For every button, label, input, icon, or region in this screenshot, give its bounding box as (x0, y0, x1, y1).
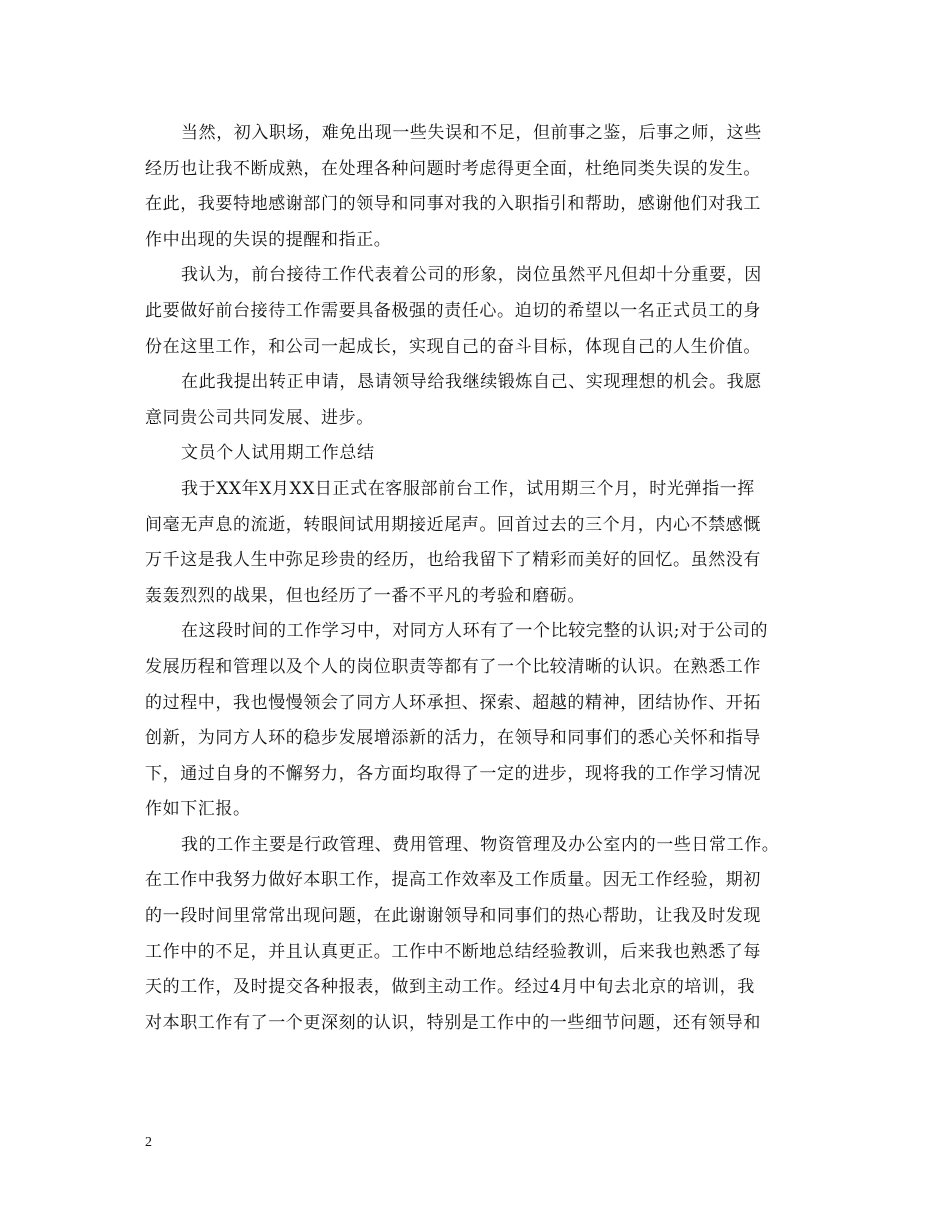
paragraph-line: 天的工作，及时提交各种报表，做到主动工作。经过4月中旬去北京的培训，我 (145, 977, 755, 998)
paragraph-line: 轰轰烈烈的战果，但也经历了一番不平凡的考验和磨砺。 (145, 585, 585, 606)
paragraph-line: 当然，初入职场，难免出现一些失误和不足，但前事之鉴，后事之师，这些 (181, 123, 762, 143)
section-title: 文员个人试用期工作总结 (181, 443, 375, 464)
paragraph-line: 工作中的不足，并且认真更正。工作中不断地总结经验教训，后来我也熟悉了每 (145, 941, 761, 962)
paragraph-line: 在此，我要特地感谢部门的领导和同事对我的入职指引和帮助，感谢他们对我工 (145, 194, 761, 215)
paragraph-line: 作如下汇报。 (145, 799, 251, 820)
paragraph-line: 在此我提出转正申请，恳请领导给我继续锻炼自己、实现理想的机会。我愿 (181, 372, 762, 393)
paragraph-line: 我的工作主要是行政管理、费用管理、物资管理及办公室内的一些日常工作。 (181, 834, 780, 855)
paragraph-line: 间毫无声息的流逝，转眼间试用期接近尾声。回首过去的三个月，内心不禁感慨 (145, 514, 761, 535)
paragraph-line: 我于XX年X月XX日正式在客服部前台工作，试用期三个月，时光弹指一挥 (181, 478, 755, 499)
paragraph-line: 份在这里工作，和公司一起成长，实现自己的奋斗目标，体现自己的人生价值。 (145, 336, 761, 357)
page-number: 2 (145, 1135, 152, 1150)
paragraph-line: 万千这是我人生中弥足珍贵的经历，也给我留下了精彩而美好的回忆。虽然没有 (145, 550, 761, 571)
paragraph-line: 在这段时间的工作学习中，对同方人环有了一个比较完整的认识;对于公司的 (181, 621, 769, 642)
paragraph-line: 的一段时间里常常出现问题，在此谢谢领导和同事们的热心帮助，让我及时发现 (145, 906, 761, 927)
paragraph-line: 在工作中我努力做好本职工作，提高工作效率及工作质量。因无工作经验，期初 (145, 870, 761, 891)
paragraph-line: 下，通过自身的不懈努力，各方面均取得了一定的进步，现将我的工作学习情况 (145, 763, 761, 784)
paragraph-line: 发展历程和管理以及个人的岗位职责等都有了一个比较清晰的认识。在熟悉工作 (145, 656, 761, 677)
paragraph-line: 经历也让我不断成熟，在处理各种问题时考虑得更全面，杜绝同类失误的发生。 (145, 158, 761, 179)
document-body (145, 116, 810, 1041)
paragraph-line: 的过程中，我也慢慢领会了同方人环承担、探索、超越的精神，团结协作、开拓 (145, 692, 761, 713)
paragraph-line: 意同贵公司共同发展、进步。 (145, 407, 374, 428)
paragraph-line: 作中出现的失误的提醒和指正。 (145, 229, 392, 250)
paragraph-line: 对本职工作有了一个更深刻的认识，特别是工作中的一些细节问题，还有领导和 (145, 1012, 761, 1033)
paragraph-line: 此要做好前台接待工作需要具备极强的责任心。迫切的希望以一名正式员工的身 (145, 300, 761, 321)
paragraph-line: 我认为，前台接待工作代表着公司的形象，岗位虽然平凡但却十分重要，因 (181, 265, 762, 286)
paragraph-line: 创新，为同方人环的稳步发展增添新的活力，在领导和同事们的悉心关怀和指导 (145, 728, 761, 749)
